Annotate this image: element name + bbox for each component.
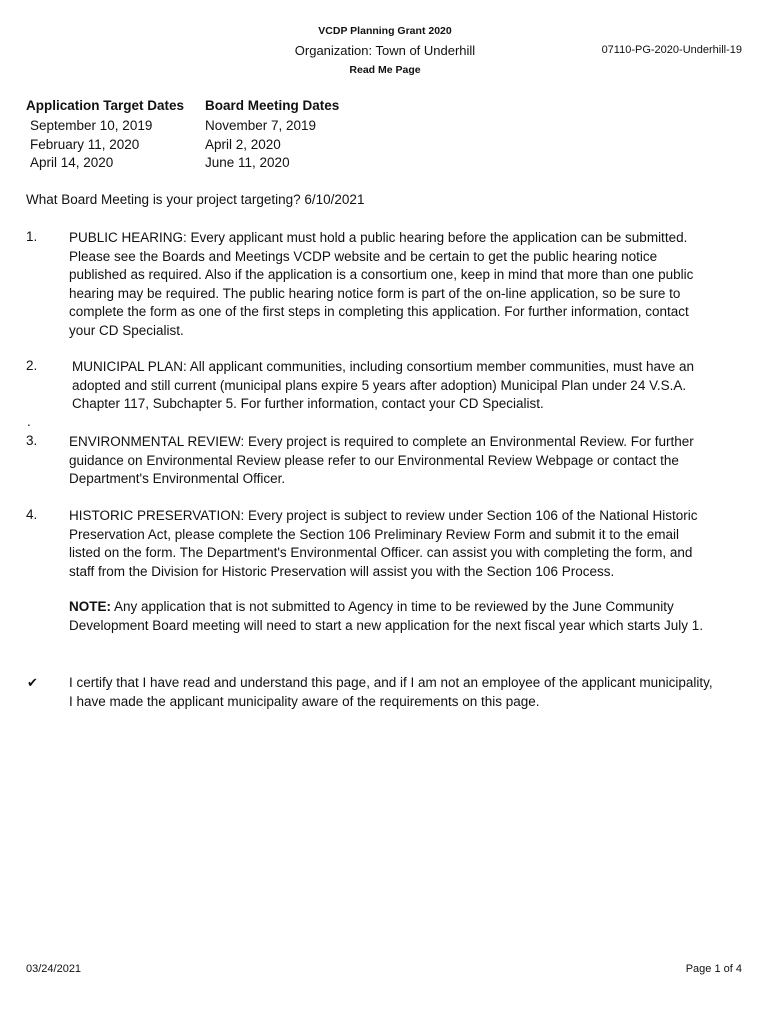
target-meeting-question: What Board Meeting is your project targeting? 6/10/2021 [26, 192, 365, 207]
public-hearing-text: PUBLIC HEARING: Every applicant must hold a public hearing before the application can be submitted. Please see the Boards and Meetings VCDP website and be certain to get the public hearing notice published as required. Also if the application is a consortium one, keep in mind that more than one public hearing may be required. The public hearing notice form is part of the on-line application, so be sure to complete the form as one of the first steps in completing this application. For further information, contact your CD Specialist. [69, 230, 694, 338]
board-date: April 2, 2020 [205, 136, 281, 152]
item-number: 1. [26, 229, 38, 244]
note-label: NOTE: [69, 599, 111, 614]
document-title: VCDP Planning Grant 2020 [318, 25, 452, 37]
certify-checkmark-icon[interactable]: ✔ [27, 675, 38, 690]
target-dates-heading: Application Target Dates [26, 98, 185, 113]
item-number: 2. [26, 358, 38, 373]
board-date: June 11, 2020 [205, 155, 290, 170]
target-date: February 11, 2020 [30, 136, 140, 152]
target-date: April 14, 2020 [30, 155, 114, 170]
board-date: November 7, 2019 [205, 118, 317, 133]
stray-mark: . [27, 414, 31, 429]
environmental-review-text: ENVIRONMENTAL REVIEW: Every project is required to complete an Environmental Review. For further guidance on Environmental Review please refer to our Environmental Review Webpage or contact the Department's Environmental Officer. [69, 434, 694, 486]
page-number: Page 1 of 4 [685, 963, 742, 975]
target-dates-list [30, 117, 152, 173]
organization-name: Organization: Town of Underhill [294, 43, 476, 58]
target-date: September 10, 2019 [30, 118, 153, 133]
item-number: 4. [26, 507, 38, 522]
document-id: 07110-PG-2020-Underhill-19 [601, 44, 742, 56]
page-name: Read Me Page [349, 64, 421, 76]
note-text: Any application that is not submitted to Agency in time to be reviewed by the June Community Development Board meeting will need to start a new application for the next fiscal year which starts July 1. [69, 599, 704, 633]
note-paragraph [69, 598, 714, 635]
footer-date: 03/24/2021 [26, 963, 82, 975]
board-dates-list [205, 117, 316, 173]
item-number: 3. [26, 433, 38, 448]
municipal-plan-text: MUNICIPAL PLAN: All applicant communities, including consortium member communities, must have an adopted and still current (municipal plans expire 5 years after adoption) Municipal Plan under 24 V.S.A. Chapter 117, Subchapter 5. For further information, contact your CD Specialist. [72, 359, 694, 411]
historic-preservation-text: HISTORIC PRESERVATION: Every project is subject to review under Section 106 of the National Historic Preservation Act, please complete the Section 106 Preliminary Review Form and submit it to the email listed on the form. The Department's Environmental Officer. can assist you with completing the form, and staff from the Division for Historic Preservation will assist you with the Section 106 Process. [69, 508, 698, 579]
board-dates-heading: Board Meeting Dates [205, 98, 340, 113]
certification-text: I certify that I have read and understand this page, and if I am not an employee of the applicant municipality, I have made the applicant municipality aware of the requirements on this page. [69, 675, 713, 709]
